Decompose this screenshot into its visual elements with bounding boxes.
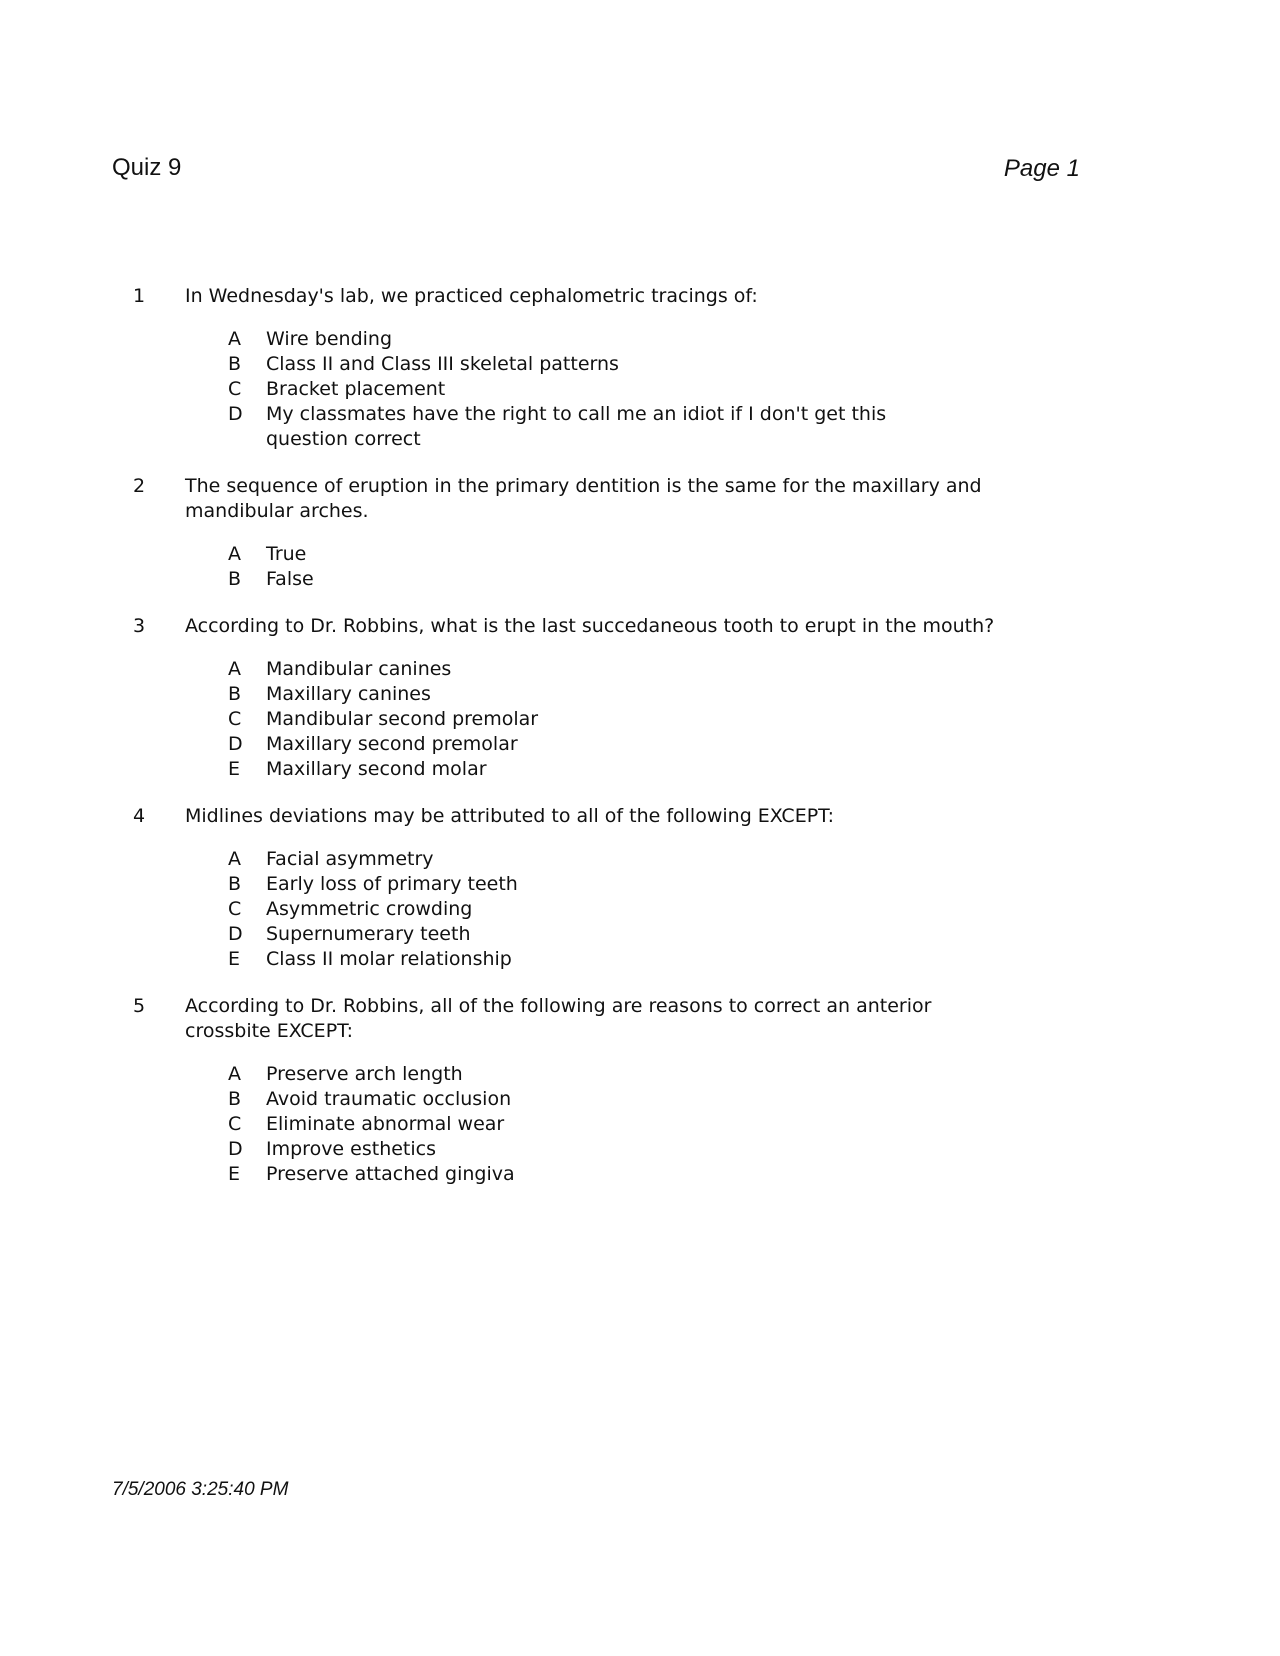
option-item [226, 1137, 1010, 1162]
option-text: Supernumerary teeth [266, 923, 471, 945]
option-item [226, 567, 1010, 592]
option-text: My classmates have the right to call me an idiot if I don't get this question correct [266, 403, 887, 450]
option-item [226, 682, 1010, 707]
option-text: Preserve arch length [266, 1063, 463, 1085]
question-list [130, 284, 1010, 1209]
option-text: Class II and Class III skeletal patterns [266, 353, 619, 375]
option-text: Preserve attached gingiva [266, 1163, 515, 1185]
option-letter: A [228, 328, 241, 350]
option-text: Maxillary second molar [266, 758, 487, 780]
question-number: 4 [133, 805, 146, 827]
option-letter: C [228, 898, 242, 920]
option-letter: B [228, 683, 242, 705]
option-item [226, 872, 1010, 897]
option-text: Maxillary second premolar [266, 733, 518, 755]
option-text: Avoid traumatic occlusion [266, 1088, 512, 1110]
question-text: According to Dr. Robbins, what is the last succedaneous tooth to erupt in the mouth? [185, 615, 995, 637]
option-item [226, 847, 1010, 872]
question-number: 3 [133, 615, 146, 637]
option-item [226, 327, 1010, 352]
option-text: Mandibular second premolar [266, 708, 539, 730]
option-letter: D [228, 923, 243, 945]
option-list [130, 847, 1010, 972]
option-letter: B [228, 353, 242, 375]
option-letter: D [228, 403, 243, 425]
question-number: 2 [133, 475, 146, 497]
question-1 [130, 284, 1010, 452]
option-letter: D [228, 733, 243, 755]
option-list [130, 1062, 1010, 1187]
question-2 [130, 474, 1010, 592]
option-item [226, 352, 1010, 377]
question-number: 5 [133, 995, 146, 1017]
option-letter: A [228, 543, 241, 565]
option-text: Asymmetric crowding [266, 898, 473, 920]
option-letter: E [228, 1163, 241, 1185]
question-text: In Wednesday's lab, we practiced cephalometric tracings of: [185, 285, 758, 307]
question-number: 1 [133, 285, 146, 307]
option-list [130, 542, 1010, 592]
option-item [226, 1062, 1010, 1087]
option-letter: B [228, 873, 242, 895]
option-text: False [266, 568, 314, 590]
option-item [226, 707, 1010, 732]
option-item [226, 1087, 1010, 1112]
option-letter: E [228, 948, 241, 970]
option-letter: A [228, 1063, 241, 1085]
option-item [226, 922, 1010, 947]
option-text: Facial asymmetry [266, 848, 434, 870]
question-text: The sequence of eruption in the primary dentition is the same for the maxillary and mandibular arches. [185, 475, 982, 522]
option-text: True [266, 543, 307, 565]
question-3 [130, 614, 1010, 782]
option-text: Improve esthetics [266, 1138, 437, 1160]
option-list [130, 327, 1010, 452]
option-letter: E [228, 758, 241, 780]
option-item [226, 542, 1010, 567]
option-letter: C [228, 708, 242, 730]
option-item [226, 732, 1010, 757]
option-letter: B [228, 568, 242, 590]
option-item [226, 377, 1010, 402]
option-item [226, 947, 1010, 972]
option-item [226, 402, 1010, 452]
question-text: Midlines deviations may be attributed to all of the following EXCEPT: [185, 805, 835, 827]
option-item [226, 757, 1010, 782]
option-text: Class II molar relationship [266, 948, 512, 970]
option-item [226, 1162, 1010, 1187]
option-letter: D [228, 1138, 243, 1160]
option-text: Maxillary canines [266, 683, 431, 705]
question-text: According to Dr. Robbins, all of the following are reasons to correct an anterior crossbite EXCEPT: [185, 995, 932, 1042]
option-item [226, 897, 1010, 922]
question-4 [130, 804, 1010, 972]
option-letter: B [228, 1088, 242, 1110]
option-text: Mandibular canines [266, 658, 452, 680]
option-text: Eliminate abnormal wear [266, 1113, 505, 1135]
option-letter: A [228, 658, 241, 680]
print-timestamp: 7/5/2006 3:25:40 PM [112, 1479, 289, 1500]
option-text: Wire bending [266, 328, 393, 350]
option-letter: A [228, 848, 241, 870]
page-number: Page 1 [1003, 155, 1080, 182]
question-5 [130, 994, 1010, 1187]
option-list [130, 657, 1010, 782]
quiz-title: Quiz 9 [112, 154, 182, 181]
option-item [226, 1112, 1010, 1137]
option-item [226, 657, 1010, 682]
option-letter: C [228, 1113, 242, 1135]
option-text: Bracket placement [266, 378, 446, 400]
option-text: Early loss of primary teeth [266, 873, 518, 895]
option-letter: C [228, 378, 242, 400]
